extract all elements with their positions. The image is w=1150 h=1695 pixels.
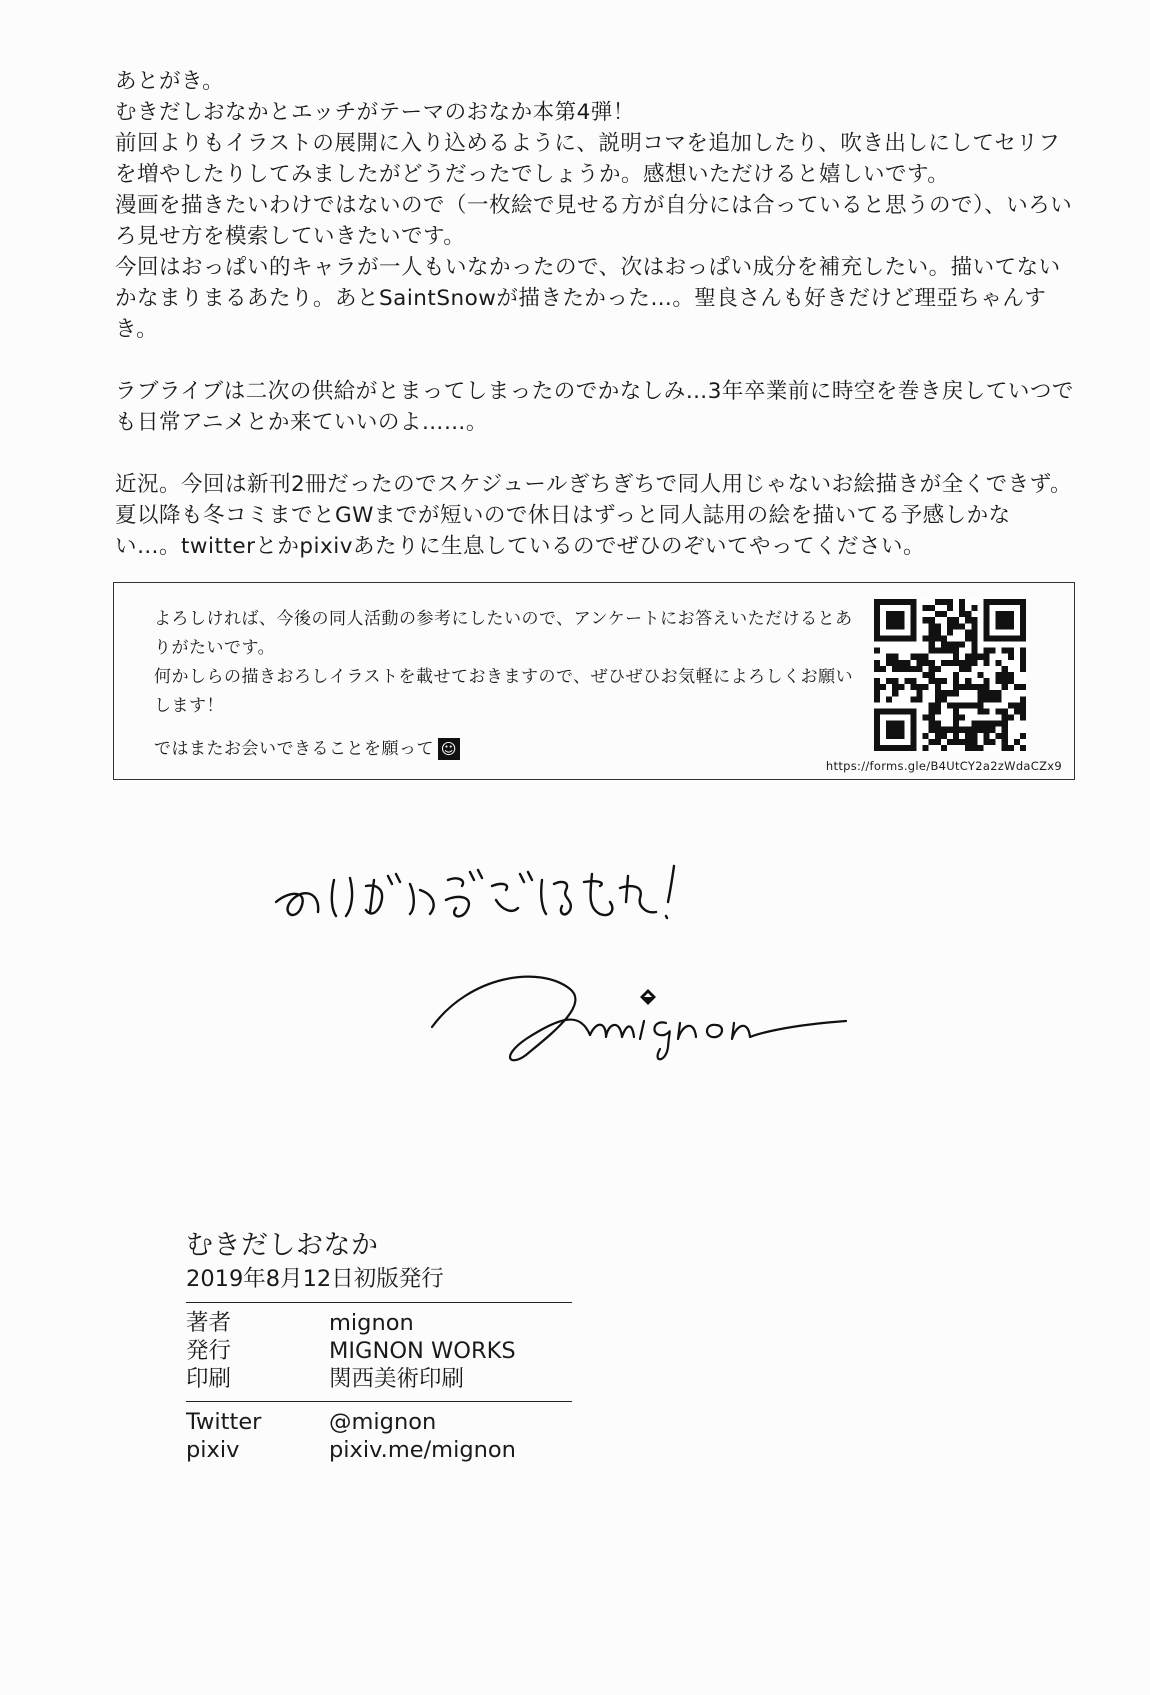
- colophon-key: 著者: [186, 1310, 232, 1336]
- survey-note: 何かしらの描きおろしイラストを載せておきますので、ぜひぜひお気軽によろしくお願いします！: [154, 667, 854, 716]
- link-key: Twitter: [186, 1409, 262, 1435]
- colophon-key: 印刷: [186, 1366, 232, 1392]
- afterword-paragraph: 近況。今回は新刊2冊だったのでスケジュールぎちぎちで同人用じゃないお絵描きが全くできず。夏以降も冬コミまでとGWまでが短いので休日はずっと同人誌用の絵を描いてる予感しかない…。twitterとかpixivあたりに生息しているのでぜひのぞいてやってください。: [115, 472, 1072, 559]
- colophon-key: 発行: [186, 1338, 232, 1364]
- survey-farewell-text: ではまたお会いできることを願って: [154, 739, 434, 759]
- colophon-link-row: [186, 1408, 572, 1436]
- publication-date: 2019年8月12日初版発行: [186, 1266, 444, 1292]
- colophon-row: [186, 1365, 572, 1393]
- survey-request: よろしければ、今後の同人活動の参考にしたいので、アンケートにお答えいただけるとありがたいです。: [154, 609, 853, 658]
- colophon-value: 関西美術印刷: [329, 1366, 465, 1392]
- survey-farewell: [154, 735, 854, 764]
- colophon-row: [186, 1337, 572, 1365]
- twitter-handle[interactable]: @mignon: [329, 1409, 437, 1435]
- survey-url[interactable]: https://forms.gle/B4UtCY2a2zWdaCZx9: [825, 759, 1062, 773]
- afterword-paragraph: 今回はおっぱい的キャラが一人もいなかったので、次はおっぱい成分を補充したい。描いてないかなまりまるあたり。あとSaintSnowが描きたかった…。聖良さんも好きだけど理亞ちゃんすき。: [115, 255, 1061, 342]
- book-title: むきだしおなか: [186, 1230, 379, 1261]
- afterword-paragraph: 前回よりもイラストの展開に入り込めるように、説明コマを追加したり、吹き出しにしてセリフを増やしたりしてみましたがどうだったでしょうか。感想いただけると嬉しいです。: [115, 131, 1061, 187]
- paragraph-gap: [154, 721, 854, 735]
- smile-icon: ☺: [438, 738, 460, 760]
- colophon-row: [186, 1309, 572, 1337]
- colophon-value: MIGNON WORKS: [329, 1338, 516, 1364]
- colophon-value: mignon: [329, 1310, 414, 1336]
- colophon-divider: [186, 1302, 572, 1303]
- afterword-paragraph: ラブライブは二次の供給がとまってしまったのでかなしみ…3年卒業前に時空を巻き戻していつでも日常アニメとか来ていいのよ……。: [115, 379, 1074, 435]
- survey-text: [154, 605, 854, 764]
- afterword-heading: あとがき。: [115, 69, 225, 94]
- colophon-divider: [186, 1401, 572, 1402]
- afterword-paragraph: 漫画を描きたいわけではないので（一枚絵で見せる方が自分には合っていると思うので）、いろいろ見せ方を模索していきたいです。: [115, 193, 1073, 249]
- pixiv-link[interactable]: pixiv.me/mignon: [329, 1437, 516, 1463]
- survey-box: [113, 582, 1075, 780]
- colophon-link-row: [186, 1436, 572, 1464]
- mignon-signature: [430, 955, 850, 1075]
- colophon: [186, 1229, 572, 1464]
- afterword-paragraph: むきだしおなかとエッチがテーマのおなか本第4弾！: [115, 100, 635, 125]
- link-key: pixiv: [186, 1437, 240, 1463]
- paragraph-gap: [115, 438, 1075, 469]
- qr-code-icon[interactable]: [874, 599, 1026, 751]
- paragraph-gap: [115, 345, 1075, 376]
- handwritten-thanks: [270, 850, 690, 930]
- afterword: [115, 66, 1075, 562]
